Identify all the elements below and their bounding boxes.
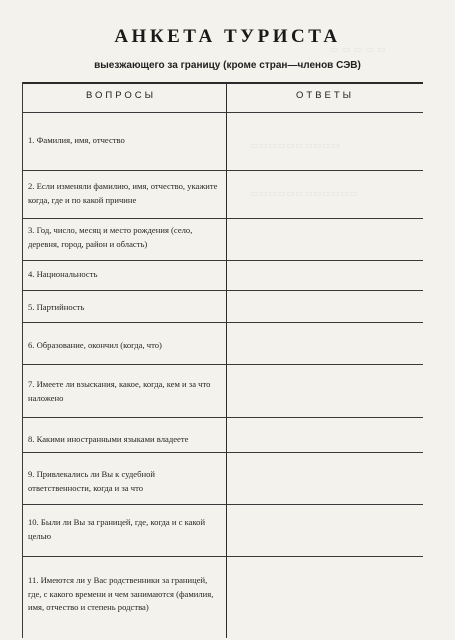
row-divider <box>23 260 423 261</box>
answers-column-header: ОТВЕТЫ <box>296 90 355 101</box>
row-divider <box>23 322 423 323</box>
question-4: 4. Национальность <box>28 269 98 279</box>
row-divider <box>23 452 423 453</box>
row-divider <box>23 364 423 365</box>
row-divider <box>23 504 423 505</box>
question-8: 8. Какими иностранными языками владеете <box>28 434 189 444</box>
question-10: 10. Были ли Вы за границей, где, когда и с какой целью <box>28 517 206 541</box>
form-title: АНКЕТА ТУРИСТА <box>114 26 341 47</box>
questions-column-header: ВОПРОСЫ <box>86 90 157 101</box>
question-3: 3. Год, число, месяц и место рождения (село, деревня, город, район и область) <box>28 225 193 249</box>
row-divider <box>23 417 423 418</box>
show-through-mark: ▭ ▭ ▭ ▭ ▭ <box>330 44 387 54</box>
question-9: 9. Привлекались ли Вы к судебной ответственности, когда и за что <box>28 469 155 493</box>
question-7: 7. Имеете ли взыскания, какое, когда, кем и за что наложено <box>28 379 211 403</box>
question-5: 5. Партийность <box>28 302 85 312</box>
row-divider <box>23 112 423 113</box>
question-1: 1. Фамилия, имя, отчество <box>28 135 125 145</box>
form-subtitle: выезжающего за границу (кроме стран—членов СЭВ) <box>94 60 361 71</box>
question-6: 6. Образование, окончил (когда, что) <box>28 340 162 350</box>
show-through-mark: ▭▭▭▭▭▭▭▭▭▭ <box>250 140 341 150</box>
question-2: 2. Если изменяли фамилию, имя, отчество, укажите когда, где и по какой причине <box>28 181 218 205</box>
row-divider <box>23 290 423 291</box>
row-divider <box>23 170 423 171</box>
question-11: 11. Имеются ли у Вас родственники за границей, где, с какого времени и чем занимаются (фамилия, имя, отчество и степень родства) <box>28 575 214 612</box>
row-divider <box>23 556 423 557</box>
show-through-mark: ▭▭▭▭▭▭▭▭▭▭▭▭ <box>250 188 359 198</box>
table-top-rule <box>23 82 423 84</box>
questionnaire-table <box>22 82 423 638</box>
row-divider <box>23 218 423 219</box>
